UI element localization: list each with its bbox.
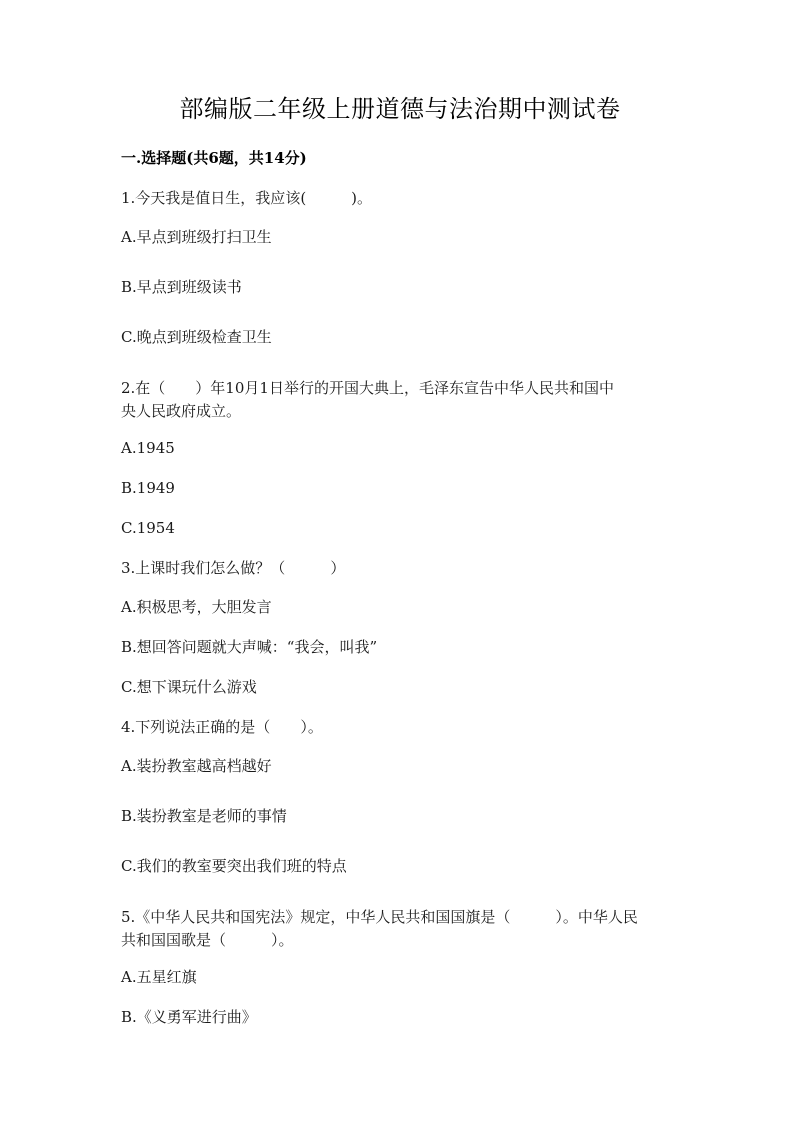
question-2-option-c: C.1954 xyxy=(121,519,175,537)
question-4-stem: 4.下列说法正确的是（ ）。 xyxy=(121,718,323,736)
question-1-stem: 1.今天我是值日生，我应该( )。 xyxy=(121,189,373,207)
question-2-stem-line-2: 央人民政府成立。 xyxy=(121,402,242,420)
question-4-option-c: C.我们的教室要突出我们班的特点 xyxy=(121,857,347,875)
question-2-option-b: B.1949 xyxy=(121,479,175,497)
question-2-option-a: A.1945 xyxy=(121,439,175,457)
question-5-option-a: A.五星红旗 xyxy=(121,968,197,986)
question-5-stem-line-2: 共和国国歌是（ ）。 xyxy=(121,931,294,949)
question-3-option-b: B.想回答问题就大声喊：“我会，叫我” xyxy=(121,638,378,656)
question-4-option-a: A.装扮教室越高档越好 xyxy=(121,757,272,775)
question-1-option-b: B.早点到班级读书 xyxy=(121,278,242,296)
section-heading: 一.选择题(共6题，共14分) xyxy=(121,149,307,167)
question-2-stem-line-1: 2.在（ ）年10月1日举行的开国大典上，毛泽东宣告中华人民共和国中 xyxy=(121,379,614,397)
question-1-option-c: C.晚点到班级检查卫生 xyxy=(121,328,272,346)
question-5-stem-line-1: 5.《中华人民共和国宪法》规定，中华人民共和国国旗是（ ）。中华人民 xyxy=(121,908,638,926)
question-3-option-a: A.积极思考，大胆发言 xyxy=(121,598,272,616)
question-4-option-b: B.装扮教室是老师的事情 xyxy=(121,807,287,825)
question-5-option-b: B.《义勇军进行曲》 xyxy=(121,1008,257,1026)
question-1-option-a: A.早点到班级打扫卫生 xyxy=(121,228,272,246)
question-3-stem: 3.上课时我们怎么做？（ ） xyxy=(121,559,346,577)
question-3-option-c: C.想下课玩什么游戏 xyxy=(121,678,257,696)
page-title: 部编版二年级上册道德与法治期中测试卷 xyxy=(179,95,621,123)
